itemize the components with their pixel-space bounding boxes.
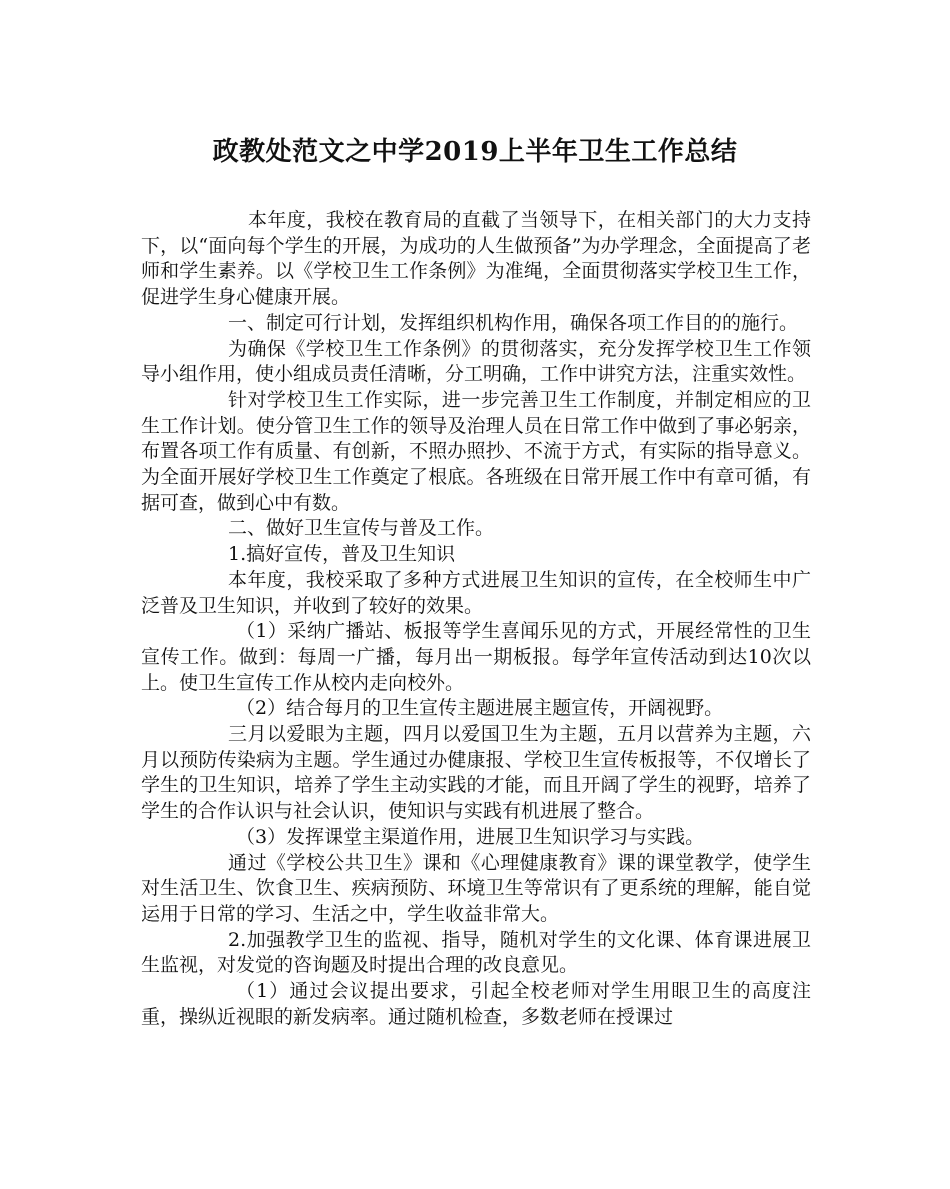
paragraph: 本年度，我校采取了多种方式进展卫生知识的宣传，在全校师生中广泛普及卫生知识，并收到了较好的效果。 <box>141 568 811 617</box>
section-heading: 二、做好卫生宣传与普及工作。 <box>228 517 495 540</box>
subsection-heading: 2.加强教学卫生的监视、指导，随机对学生的文化课、体育课进展卫生监视，对发觉的咨询题及时提出合理的改良意见。 <box>141 928 811 977</box>
document-title: 政教处范文之中学2019上半年卫生工作总结 <box>212 137 738 167</box>
subsection-heading: 1.搞好宣传，普及卫生知识 <box>228 543 456 566</box>
paragraph: 通过《学校公共卫生》课和《心理健康教育》课的课堂教学，使学生对生活卫生、饮食卫生、疾病预防、环境卫生等常识有了更系统的理解，能自觉运用于日常的学习、生活之中，学生收益非常大。 <box>141 851 811 925</box>
paragraph: 针对学校卫生工作实际，进一步完善卫生工作制度，并制定相应的卫生工作计划。使分管卫生工作的领导及治理人员在日常工作中做到了事必躬亲，布置各项工作有质量、有创新，不照办照抄、不流于方式，有实际的指导意义。为全面开展好学校卫生工作奠定了根底。各班级在日常开展工作中有章可循，有据可查，做到心中有数。 <box>141 388 811 514</box>
paragraph: 为确保《学校卫生工作条例》的贯彻落实，充分发挥学校卫生工作领导小组作用，使小组成员责任清晰，分工明确，工作中讲究方法，注重实效性。 <box>141 337 811 386</box>
paragraph: 三月以爱眼为主题，四月以爱国卫生为主题，五月以营养为主题，六月以预防传染病为主题。学生通过办健康报、学校卫生宣传板报等，不仅增长了学生的卫生知识，培养了学生主动实践的才能，而且开阔了学生的视野，培养了学生的合作认识与社会认识，使知识与实践有机进展了整合。 <box>141 723 811 823</box>
paragraph: （2）结合每月的卫生宣传主题进展主题宣传，开阔视野。 <box>236 697 724 720</box>
paragraph: 一、制定可行计划，发挥组织机构作用，确保各项工作目的的施行。 <box>228 311 799 334</box>
paragraph: （1）采纳广播站、板报等学生喜闻乐见的方式，开展经常性的卫生宣传工作。做到：每周一广播，每月出一期板报。每学年宣传活动到达10次以上。使卫生宣传工作从校内走向校外。 <box>141 620 811 694</box>
document-body <box>141 208 811 1031</box>
paragraph: 本年度，我校在教育局的直截了当领导下，在相关部门的大力支持下，以“面向每个学生的开展，为成功的人生做预备”为办学理念，全面提高了老师和学生素养。以《学校卫生工作条例》为准绳，全面贯彻落实学校卫生工作，促进学生身心健康开展。 <box>141 209 811 309</box>
paragraph: （1）通过会议提出要求，引起全校老师对学生用眼卫生的高度注重，操纵近视眼的新发病率。通过随机检查，多数老师在授课过 <box>141 980 811 1028</box>
paragraph: （3）发挥课堂主渠道作用，进展卫生知识学习与实践。 <box>236 825 705 848</box>
